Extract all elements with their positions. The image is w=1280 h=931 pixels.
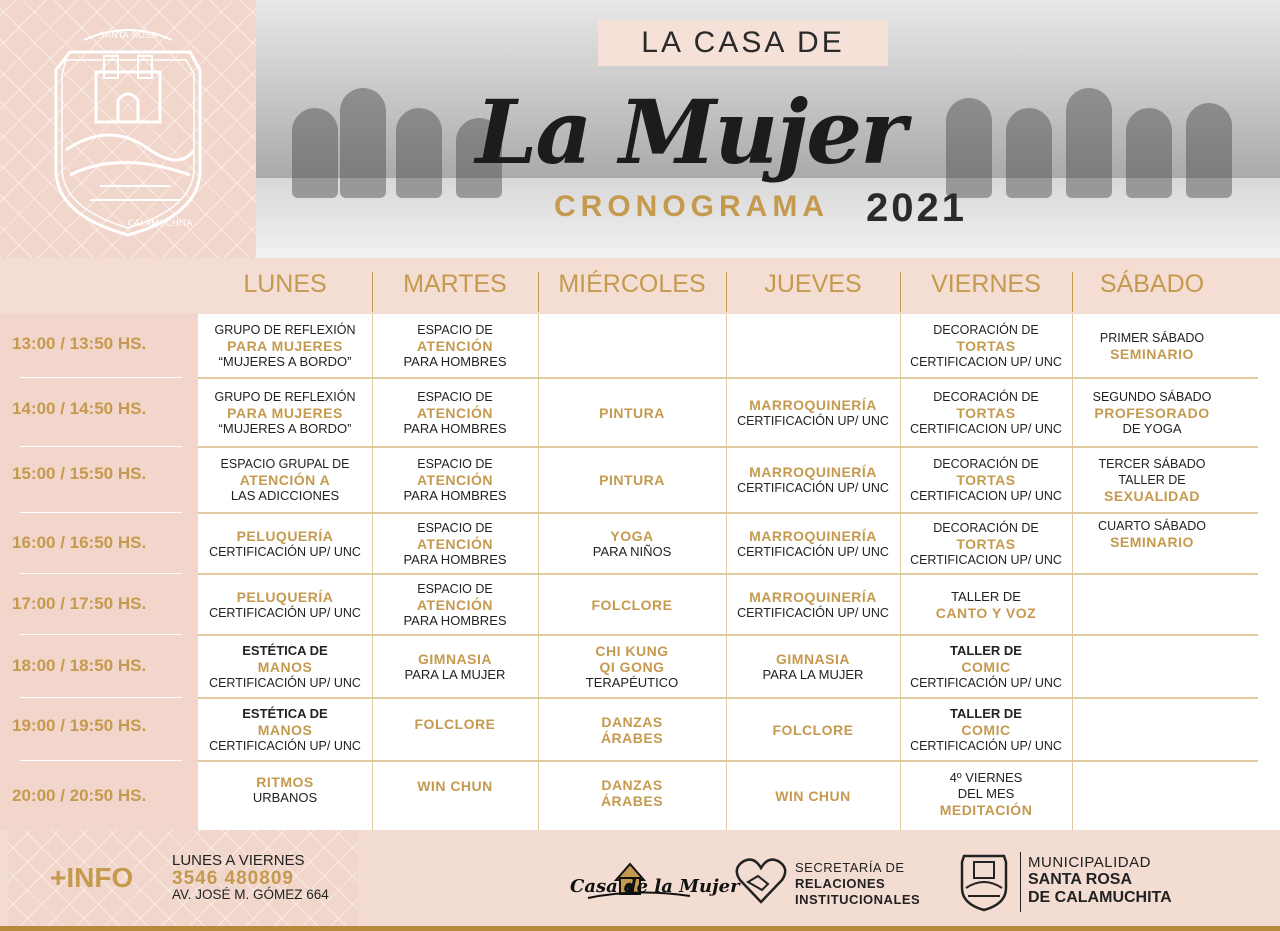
municipalidad-label: MUNICIPALIDAD <box>1028 854 1151 871</box>
cell-r3-viernes: DECORACIÓN DE TORTAS CERTIFICACION UP/ UNC <box>910 520 1062 567</box>
time-slot: 13:00 / 13:50 HS. <box>12 334 147 353</box>
cell-r3-lunes: PELUQUERÍA CERTIFICACIÓN UP/ UNC <box>209 527 361 559</box>
time-slot: 18:00 / 18:50 HS. <box>12 656 147 675</box>
casa-logo-text: Casa de la Mujer <box>570 876 740 897</box>
time-slot: 19:00 / 19:50 HS. <box>12 716 147 735</box>
cell-r1-martes: ESPACIO DE ATENCIÓN PARA HOMBRES <box>403 389 507 436</box>
time-column <box>0 314 198 830</box>
title-la-mujer: La Mujer <box>475 80 905 184</box>
secretaria-label-3: INSTITUCIONALES <box>795 892 921 907</box>
title-cronograma: CRONOGRAMA <box>554 190 829 223</box>
time-slot: 16:00 / 16:50 HS. <box>12 533 147 552</box>
cell-r7-miercoles: DANZAS ÁRABES <box>600 777 664 809</box>
cell-r2-sabado: TERCER SÁBADO TALLER DE SEXUALIDAD <box>1098 457 1206 504</box>
handshake-heart-icon <box>734 856 788 906</box>
info-days: LUNES A VIERNES <box>172 852 305 869</box>
cell-r5-miercoles: CHI KUNG QI GONG TERAPÉUTICO <box>585 642 679 690</box>
cell-r0-viernes: DECORACIÓN DE TORTAS CERTIFICACION UP/ UNC <box>910 322 1062 369</box>
municipality-shield-icon <box>958 848 1010 912</box>
cell-r5-martes: GIMNASIA PARA LA MUJER <box>404 650 506 682</box>
cell-r0-lunes: GRUPO DE REFLEXIÓN PARA MUJERES “MUJERES A BORDO” <box>214 322 356 369</box>
footer-accent-line <box>0 926 1280 931</box>
crest-text-top: SANTA ROSA <box>99 31 157 41</box>
day-sabado: SÁBADO <box>1099 270 1205 298</box>
cell-r3-miercoles: YOGA PARA NIÑOS <box>592 527 672 559</box>
cell-r4-miercoles: FOLCLORE <box>591 596 673 613</box>
cell-r0-martes: ESPACIO DE ATENCIÓN PARA HOMBRES <box>403 322 507 369</box>
cell-r1-sabado: SEGUNDO SÁBADO PROFESORADO DE YOGA <box>1092 389 1212 436</box>
time-slot: 14:00 / 14:50 HS. <box>12 399 147 418</box>
cell-r6-martes: FOLCLORE <box>414 716 496 732</box>
cell-r4-jueves: MARROQUINERÍA CERTIFICACIÓN UP/ UNC <box>737 588 889 620</box>
cell-r1-jueves: MARROQUINERÍA CERTIFICACIÓN UP/ UNC <box>737 396 889 428</box>
cell-r4-viernes: TALLER DE CANTO Y VOZ <box>935 588 1037 621</box>
municipalidad-name-1: SANTA ROSA <box>1028 871 1132 888</box>
municipality-crest-logo <box>0 0 256 258</box>
municipalidad-name-2: DE CALAMUCHITA <box>1028 889 1172 906</box>
day-jueves: JUEVES <box>764 270 862 298</box>
cell-r6-viernes: TALLER DE COMIC CERTIFICACIÓN UP/ UNC <box>910 705 1062 753</box>
time-slot: 17:00 / 17:50 HS. <box>12 594 147 613</box>
cell-r1-lunes: GRUPO DE REFLEXIÓN PARA MUJERES “MUJERES A BORDO” <box>214 389 356 436</box>
day-lunes: LUNES <box>243 270 327 298</box>
cell-r1-miercoles: PINTURA <box>599 404 665 421</box>
info-phone[interactable]: 3546 480809 <box>172 868 294 889</box>
time-slot: 15:00 / 15:50 HS. <box>12 464 147 483</box>
cell-r5-viernes: TALLER DE COMIC CERTIFICACIÓN UP/ UNC <box>910 642 1062 690</box>
cell-r4-martes: ESPACIO DE ATENCIÓN PARA HOMBRES <box>403 581 507 628</box>
cell-r3-sabado: CUARTO SÁBADO SEMINARIO <box>1098 519 1206 550</box>
crest-text-bottom: CALAMUCHITA <box>127 219 193 229</box>
cell-r7-lunes: RITMOS URBANOS <box>252 774 318 805</box>
cell-r4-lunes: PELUQUERÍA CERTIFICACIÓN UP/ UNC <box>209 588 361 620</box>
cell-r7-viernes: 4º VIERNES DEL MES MEDITACIÓN <box>939 770 1033 818</box>
cell-r6-jueves: FOLCLORE <box>772 721 854 738</box>
footer-divider <box>1020 852 1021 912</box>
day-miercoles: MIÉRCOLES <box>558 270 706 298</box>
cell-r5-lunes: ESTÉTICA DE MANOS CERTIFICACIÓN UP/ UNC <box>209 642 361 690</box>
cell-r6-miercoles: DANZAS ÁRABES <box>600 713 664 746</box>
cell-r3-martes: ESPACIO DE ATENCIÓN PARA HOMBRES <box>403 520 507 567</box>
cell-r5-jueves: GIMNASIA PARA LA MUJER <box>762 650 864 682</box>
cell-r2-lunes: ESPACIO GRUPAL DE ATENCIÓN A LAS ADICCIONES <box>220 457 350 503</box>
day-viernes: VIERNES <box>931 270 1041 298</box>
day-martes: MARTES <box>403 270 507 298</box>
logo-panel <box>0 0 256 258</box>
cell-r0-sabado: PRIMER SÁBADO SEMINARIO <box>1099 330 1205 362</box>
cell-r6-lunes: ESTÉTICA DE MANOS CERTIFICACIÓN UP/ UNC <box>209 705 361 753</box>
plus-info-label: +INFO <box>50 862 134 893</box>
cell-r3-jueves: MARROQUINERÍA CERTIFICACIÓN UP/ UNC <box>737 527 889 559</box>
secretaria-label-1: SECRETARÍA DE <box>795 860 905 875</box>
cell-r7-jueves: WIN CHUN <box>775 788 851 804</box>
cell-r2-martes: ESPACIO DE ATENCIÓN PARA HOMBRES <box>403 457 507 503</box>
title-la-casa-de: LA CASA DE <box>598 20 888 66</box>
title-year: 2021 <box>866 186 967 230</box>
time-slot: 20:00 / 20:50 HS. <box>12 786 147 805</box>
info-address: AV. JOSÉ M. GÓMEZ 664 <box>172 887 329 902</box>
cell-r2-miercoles: PINTURA <box>599 472 665 488</box>
cell-r2-jueves: MARROQUINERÍA CERTIFICACIÓN UP/ UNC <box>737 464 889 495</box>
cell-r2-viernes: DECORACIÓN DE TORTAS CERTIFICACION UP/ UNC <box>910 457 1062 503</box>
cell-r1-viernes: DECORACIÓN DE TORTAS CERTIFICACION UP/ UNC <box>910 389 1062 436</box>
secretaria-label-2: RELACIONES <box>795 876 886 891</box>
cell-r7-martes: WIN CHUN <box>417 778 493 794</box>
